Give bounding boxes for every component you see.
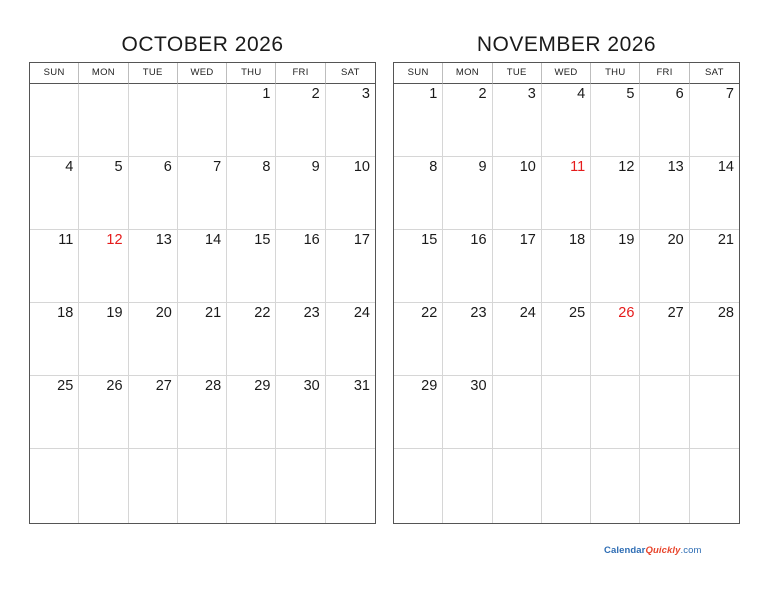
empty-day-cell <box>690 449 739 523</box>
day-cell: 19 <box>79 303 128 376</box>
day-cell: 28 <box>690 303 739 376</box>
day-cell: 15 <box>227 230 276 303</box>
day-cell: 7 <box>178 157 227 230</box>
day-cell: 27 <box>640 303 689 376</box>
empty-day-cell <box>178 449 227 523</box>
day-cell: 30 <box>443 376 492 449</box>
day-cell: 12 <box>79 230 128 303</box>
day-cell: 4 <box>30 157 79 230</box>
month-title: NOVEMBER 2026 <box>476 33 657 56</box>
day-cell: 5 <box>591 84 640 157</box>
day-cell: 9 <box>276 157 325 230</box>
weekday-header: FRI <box>640 63 689 84</box>
brand-part: .com <box>680 545 702 556</box>
day-cell: 13 <box>640 157 689 230</box>
brand-part: Calendar <box>604 545 646 556</box>
empty-day-cell <box>129 449 178 523</box>
weekday-header: TUE <box>129 63 178 84</box>
day-cell: 18 <box>542 230 591 303</box>
day-cell: 9 <box>443 157 492 230</box>
brand-logo[interactable] <box>604 545 702 556</box>
empty-day-cell <box>394 449 443 523</box>
day-cell: 12 <box>591 157 640 230</box>
day-cell: 24 <box>326 303 375 376</box>
day-cell: 23 <box>276 303 325 376</box>
day-cell: 16 <box>443 230 492 303</box>
day-cell: 6 <box>640 84 689 157</box>
empty-day-cell <box>493 376 542 449</box>
day-cell: 6 <box>129 157 178 230</box>
empty-day-cell <box>640 376 689 449</box>
day-cell: 28 <box>178 376 227 449</box>
day-cell: 3 <box>493 84 542 157</box>
calendar-november <box>393 30 740 524</box>
day-cell: 11 <box>30 230 79 303</box>
empty-day-cell <box>640 449 689 523</box>
day-cell: 14 <box>690 157 739 230</box>
day-cell: 31 <box>326 376 375 449</box>
weekday-header: SAT <box>326 63 375 84</box>
empty-day-cell <box>443 449 492 523</box>
day-cell: 15 <box>394 230 443 303</box>
day-cell: 2 <box>443 84 492 157</box>
empty-day-cell <box>542 376 591 449</box>
weekday-header: THU <box>591 63 640 84</box>
empty-day-cell <box>493 449 542 523</box>
day-cell: 1 <box>394 84 443 157</box>
weekday-header: SUN <box>30 63 79 84</box>
day-cell: 21 <box>178 303 227 376</box>
day-cell: 4 <box>542 84 591 157</box>
day-cell: 8 <box>227 157 276 230</box>
month-title: OCTOBER 2026 <box>121 33 284 56</box>
day-cell: 30 <box>276 376 325 449</box>
day-cell: 23 <box>443 303 492 376</box>
empty-day-cell <box>326 449 375 523</box>
day-cell: 25 <box>30 376 79 449</box>
empty-day-cell <box>30 84 79 157</box>
day-cell: 11 <box>542 157 591 230</box>
empty-day-cell <box>591 449 640 523</box>
empty-day-cell <box>79 449 128 523</box>
day-cell: 5 <box>79 157 128 230</box>
weekday-header: SUN <box>394 63 443 84</box>
day-cell: 22 <box>394 303 443 376</box>
empty-day-cell <box>129 84 178 157</box>
day-cell: 3 <box>326 84 375 157</box>
brand-part: Quickly <box>645 545 681 556</box>
empty-day-cell <box>79 84 128 157</box>
weekday-header: SAT <box>690 63 739 84</box>
day-cell: 21 <box>690 230 739 303</box>
day-cell: 10 <box>493 157 542 230</box>
day-cell: 14 <box>178 230 227 303</box>
day-cell: 19 <box>591 230 640 303</box>
weekday-header: TUE <box>493 63 542 84</box>
day-cell: 25 <box>542 303 591 376</box>
day-cell: 10 <box>326 157 375 230</box>
day-cell: 2 <box>276 84 325 157</box>
day-cell: 17 <box>493 230 542 303</box>
empty-day-cell <box>178 84 227 157</box>
weekday-header: MON <box>443 63 492 84</box>
day-cell: 20 <box>129 303 178 376</box>
day-cell: 27 <box>129 376 178 449</box>
weekday-header: FRI <box>276 63 325 84</box>
day-cell: 1 <box>227 84 276 157</box>
day-cell: 8 <box>394 157 443 230</box>
day-cell: 26 <box>79 376 128 449</box>
month-grid <box>29 62 376 524</box>
empty-day-cell <box>690 376 739 449</box>
empty-day-cell <box>276 449 325 523</box>
day-cell: 22 <box>227 303 276 376</box>
day-cell: 7 <box>690 84 739 157</box>
day-cell: 17 <box>326 230 375 303</box>
empty-day-cell <box>227 449 276 523</box>
weekday-header: WED <box>542 63 591 84</box>
empty-day-cell <box>30 449 79 523</box>
day-cell: 29 <box>227 376 276 449</box>
day-cell: 26 <box>591 303 640 376</box>
day-cell: 18 <box>30 303 79 376</box>
month-grid <box>393 62 740 524</box>
day-cell: 24 <box>493 303 542 376</box>
calendar-october <box>29 30 376 524</box>
day-cell: 20 <box>640 230 689 303</box>
day-cell: 13 <box>129 230 178 303</box>
day-cell: 29 <box>394 376 443 449</box>
empty-day-cell <box>591 376 640 449</box>
day-cell: 16 <box>276 230 325 303</box>
weekday-header: MON <box>79 63 128 84</box>
weekday-header: WED <box>178 63 227 84</box>
empty-day-cell <box>542 449 591 523</box>
weekday-header: THU <box>227 63 276 84</box>
